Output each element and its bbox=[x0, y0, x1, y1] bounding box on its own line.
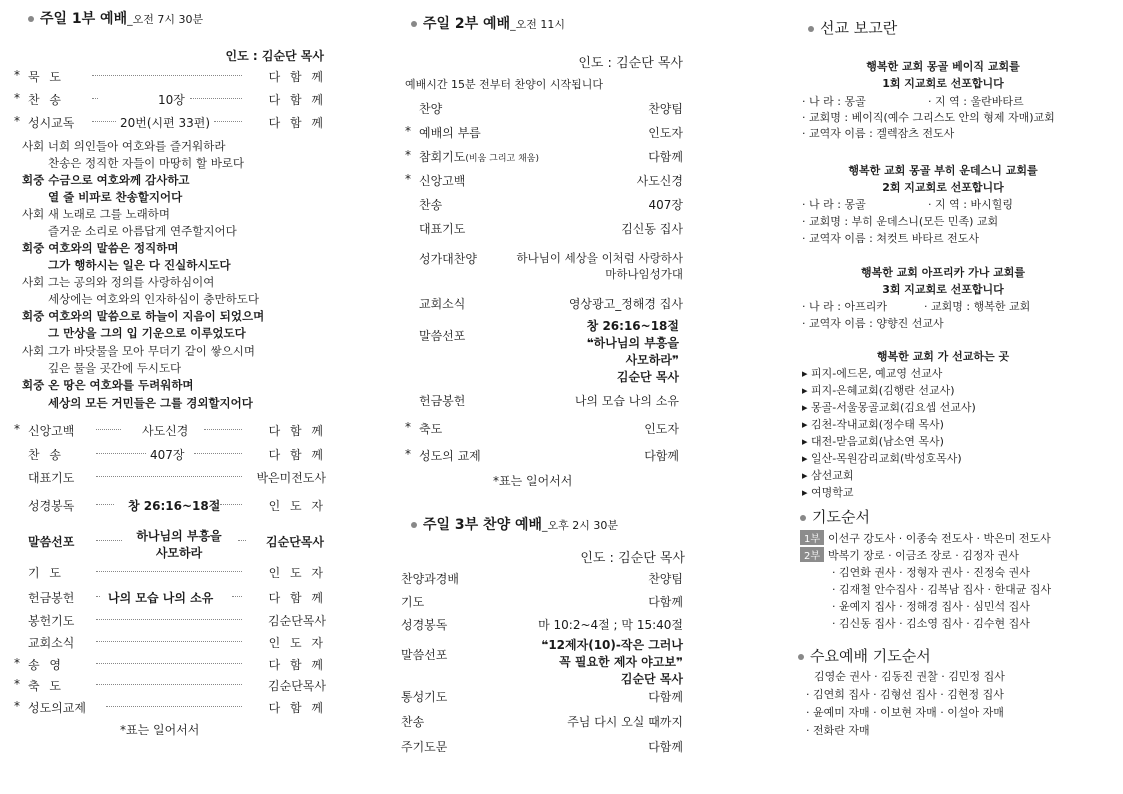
bullet-icon bbox=[28, 16, 34, 22]
sermon-title: 하나님의 부흥을 사모하라 bbox=[136, 529, 222, 560]
order-item: 성경봉독 마 10:2~4절 ; 막 15:40절 bbox=[401, 618, 683, 632]
order-item: 주기도문 다함께 bbox=[401, 740, 683, 754]
mission-line: · 나 라 : 아프리카 bbox=[802, 300, 887, 313]
standing-footnote: *표는 일어서서 bbox=[493, 474, 573, 488]
bullet-icon bbox=[411, 522, 417, 528]
mission-2-subtitle: 2회 지교회로 선포합니다 bbox=[882, 181, 1004, 194]
mission-heading: 선교 보고란 bbox=[808, 17, 897, 38]
order-item: * 성도의교제 다 함 께 bbox=[14, 699, 326, 715]
mission-place: ▸ 일산-목원감리교회(박성호목사) bbox=[802, 452, 962, 465]
sermon-label: 말씀선포 bbox=[419, 329, 466, 343]
mission-line: · 지 역 : 울란바타르 bbox=[928, 95, 1024, 108]
order-item: 찬양과경배 찬양팀 bbox=[401, 572, 683, 586]
mission-1-title: 행복한 교회 몽골 베이직 교회를 bbox=[866, 60, 1020, 73]
mission-3-title: 행복한 교회 아프리카 가나 교회를 bbox=[860, 266, 1026, 279]
mission-place: ▸ 몽골-서울몽골교회(김요셉 선교사) bbox=[802, 401, 976, 414]
order-item: * 묵 도 다 함 께 bbox=[14, 68, 326, 84]
psalm-line: 즐거운 소리로 아름답게 연주할지어다 bbox=[48, 224, 237, 238]
sermon-label: 말씀선포 bbox=[401, 648, 448, 662]
prayer-line: · 윤예지 집사 · 정해경 집사 · 심민석 집사 bbox=[832, 600, 1030, 613]
order-item: * 신앙고백 사도신경 bbox=[405, 172, 683, 188]
order-item: * 예배의 부름 인도자 bbox=[405, 124, 683, 140]
psalm-line: 열 줄 비파로 찬송할지어다 bbox=[48, 190, 183, 204]
order-item: * 축도 인도자 bbox=[405, 420, 679, 436]
psalm-line: 회중 여호와의 말씀으로 하늘이 지음이 되었으며 bbox=[22, 309, 265, 323]
psalm-line: 회중 온 땅은 여호와를 두려워하며 bbox=[22, 378, 194, 392]
psalm-line: 사회 그가 바닷물을 모아 무더기 같이 쌓으시며 bbox=[22, 344, 256, 358]
psalm-line: 회중 여호와의 말씀은 정직하며 bbox=[22, 241, 179, 255]
bullet-icon bbox=[800, 515, 806, 521]
order-item: * 신앙고백 사도신경 다 함 께 bbox=[14, 422, 326, 438]
mission-line: · 지 역 : 바시힐링 bbox=[928, 198, 1013, 211]
prayer-line: · 김연희 집사 · 김형선 집사 · 김현정 집사 bbox=[806, 688, 1004, 701]
order-item: 봉헌기도 김순단목사 bbox=[28, 614, 326, 628]
prayer-line: · 윤예미 자매 · 이보현 자매 · 이설아 자매 bbox=[806, 706, 1004, 719]
order-item: * 성시교독 20번(시편 33편) 다 함 께 bbox=[14, 114, 326, 130]
psalm-line: 사회 그는 공의와 정의를 사랑하심이여 bbox=[22, 275, 215, 289]
wednesday-prayer-heading: 수요예배 기도순서 bbox=[798, 645, 931, 666]
order-item: 대표기도 박은미전도사 bbox=[28, 471, 326, 485]
bullet-icon bbox=[798, 654, 804, 660]
psalm-line: 그가 행하시는 일은 다 진실하시도다 bbox=[48, 258, 231, 272]
sermon-block: 창 26:16~18절 ❝하나님의 부흥을 사모하라❞ 김순단 목사 bbox=[586, 319, 679, 384]
mission-places-title: 행복한 교회 가 선교하는 곳 bbox=[876, 350, 1010, 363]
order-item: * 찬 송 10장 다 함 께 bbox=[14, 91, 326, 107]
psalm-line: 세상의 모든 거민들은 그를 경외할지어다 bbox=[48, 396, 253, 410]
first-service-leader: 인도 : 김순단 목사 bbox=[225, 49, 324, 63]
mission-line: · 교역자 이름 : 쳐컷트 바타르 전도사 bbox=[802, 232, 979, 245]
prayer-line: · 김재철 안수집사 · 김복남 집사 · 한대균 집사 bbox=[832, 583, 1052, 596]
order-item: 찬송 주님 다시 오실 때까지 bbox=[401, 715, 683, 729]
order-item: 찬양 찬양팀 bbox=[419, 102, 683, 116]
mission-line: · 나 라 : 몽골 bbox=[802, 198, 866, 211]
service-badge: 2부 bbox=[800, 547, 824, 562]
mission-place: ▸ 여명학교 bbox=[802, 486, 854, 499]
order-item: 헌금봉헌 나의 모습 나의 소유 다 함 께 bbox=[28, 591, 326, 605]
order-item: * 참회기도(비움 그리고 채움) 다함께 bbox=[405, 148, 683, 164]
sermon-preacher: 김순단목사 bbox=[266, 535, 324, 549]
order-item: 기도 다함께 bbox=[401, 595, 683, 609]
prayer-row-1: 1부 이선구 강도사 · 이종숙 전도사 · 박은미 전도사 bbox=[800, 530, 1051, 546]
mission-place: ▸ 삼선교회 bbox=[802, 469, 854, 482]
order-item: 찬송 407장 bbox=[419, 198, 683, 212]
prayer-line: · 김신동 집사 · 김소영 집사 · 김수현 집사 bbox=[832, 617, 1030, 630]
prayer-line: · 김연화 권사 · 정형자 권사 · 진정숙 권사 bbox=[832, 566, 1030, 579]
first-service-heading: 주일 1부 예배_오전 7시 30분 bbox=[28, 8, 203, 28]
third-service-heading: 주일 3부 찬양 예배_오후 2시 30분 bbox=[411, 514, 618, 534]
psalm-line: 그 만상을 그의 입 기운으로 이루었도다 bbox=[48, 326, 246, 340]
choir-label: 성가대찬양 bbox=[419, 252, 477, 266]
bullet-icon bbox=[808, 26, 814, 32]
prayer-order-heading: 기도순서 bbox=[800, 506, 870, 527]
third-service-leader: 인도 : 김순단 목사 bbox=[580, 551, 685, 566]
psalm-line: 찬송은 정직한 자들이 마땅히 할 바로다 bbox=[48, 156, 245, 170]
order-item: 기 도 인 도 자 bbox=[28, 566, 326, 580]
second-service-leader: 인도 : 김순단 목사 bbox=[578, 56, 683, 71]
psalm-line: 사회 너희 의인들아 여호와를 즐거워하라 bbox=[22, 139, 226, 153]
sermon-block: ❝12제자(10)-작은 그러나 꼭 필요한 제자 야고보❞ 김순단 목사 bbox=[541, 638, 683, 686]
psalm-line: 회중 수금으로 여호와께 감사하고 bbox=[22, 173, 190, 187]
order-item: 교회소식 영상광고_정해경 집사 bbox=[419, 297, 683, 311]
mission-place: ▸ 피지-은혜교회(김행란 선교사) bbox=[802, 384, 955, 397]
mission-place: ▸ 대전-맏음교회(남소연 목사) bbox=[802, 435, 944, 448]
mission-line: · 나 라 : 몽골 bbox=[802, 95, 866, 108]
order-item: * 축 도 김순단목사 bbox=[14, 677, 326, 693]
order-item: * 성도의 교제 다함께 bbox=[405, 447, 679, 463]
worship-note: 예배시간 15분 전부터 찬양이 시작됩니다 bbox=[405, 78, 603, 91]
order-item: 교회소식 인 도 자 bbox=[28, 636, 326, 650]
mission-2-title: 행복한 교회 몽골 부히 운데스니 교회를 bbox=[848, 164, 1038, 177]
psalm-line: 사회 새 노래로 그를 노래하며 bbox=[22, 207, 170, 221]
prayer-row-2: 2부 박복기 장로 · 이금조 장로 · 김정자 권사 bbox=[800, 547, 1019, 563]
order-item: * 송 영 다 함 께 bbox=[14, 656, 326, 672]
psalm-line: 깊은 물을 곳간에 두시도다 bbox=[48, 361, 182, 375]
second-service-heading: 주일 2부 예배_오전 11시 bbox=[411, 13, 565, 33]
order-item: 통성기도 다함께 bbox=[401, 690, 683, 704]
sermon-label: 말씀선포 bbox=[28, 535, 75, 549]
bullet-icon bbox=[411, 21, 417, 27]
mission-line: · 교역자 이름 : 겔렉잠츠 전도사 bbox=[802, 127, 955, 140]
mission-3-subtitle: 3회 지교회로 선포합니다 bbox=[882, 283, 1004, 296]
mission-line: · 교회명 : 베이직(예수 그리스도 안의 형제 자매)교회 bbox=[802, 111, 1055, 124]
order-item: 찬 송 407장 다 함 께 bbox=[28, 448, 326, 462]
order-item: 헌금봉헌 나의 모습 나의 소유 bbox=[419, 394, 679, 408]
mission-line: · 교회명 : 행복한 교회 bbox=[924, 300, 1031, 313]
prayer-line: · 전화란 자매 bbox=[806, 724, 870, 737]
mission-1-subtitle: 1회 지교회로 선포합니다 bbox=[882, 77, 1004, 90]
order-item: 성경봉독 창 26:16~18절 인 도 자 bbox=[28, 499, 326, 513]
psalm-line: 세상에는 여호와의 인자하심이 충만하도다 bbox=[48, 292, 259, 306]
mission-place: ▸ 김천-작내교회(정수태 목사) bbox=[802, 418, 944, 431]
mission-line: · 교회명 : 부히 운데스니(모든 민족) 교회 bbox=[802, 215, 999, 228]
choir-info: 하나님이 세상을 이처럼 사랑하사 마하나임성가대 bbox=[516, 251, 683, 281]
order-item: 대표기도 김신동 집사 bbox=[419, 222, 683, 236]
prayer-line: 김영순 권사 · 김동진 권찰 · 김민정 집사 bbox=[814, 670, 1005, 683]
standing-footnote: *표는 일어서서 bbox=[120, 723, 200, 737]
mission-place: ▸ 피지-에드몬, 예교영 선교사 bbox=[802, 367, 943, 380]
mission-line: · 교역자 이름 : 양향진 선교사 bbox=[802, 317, 944, 330]
service-badge: 1부 bbox=[800, 530, 824, 545]
